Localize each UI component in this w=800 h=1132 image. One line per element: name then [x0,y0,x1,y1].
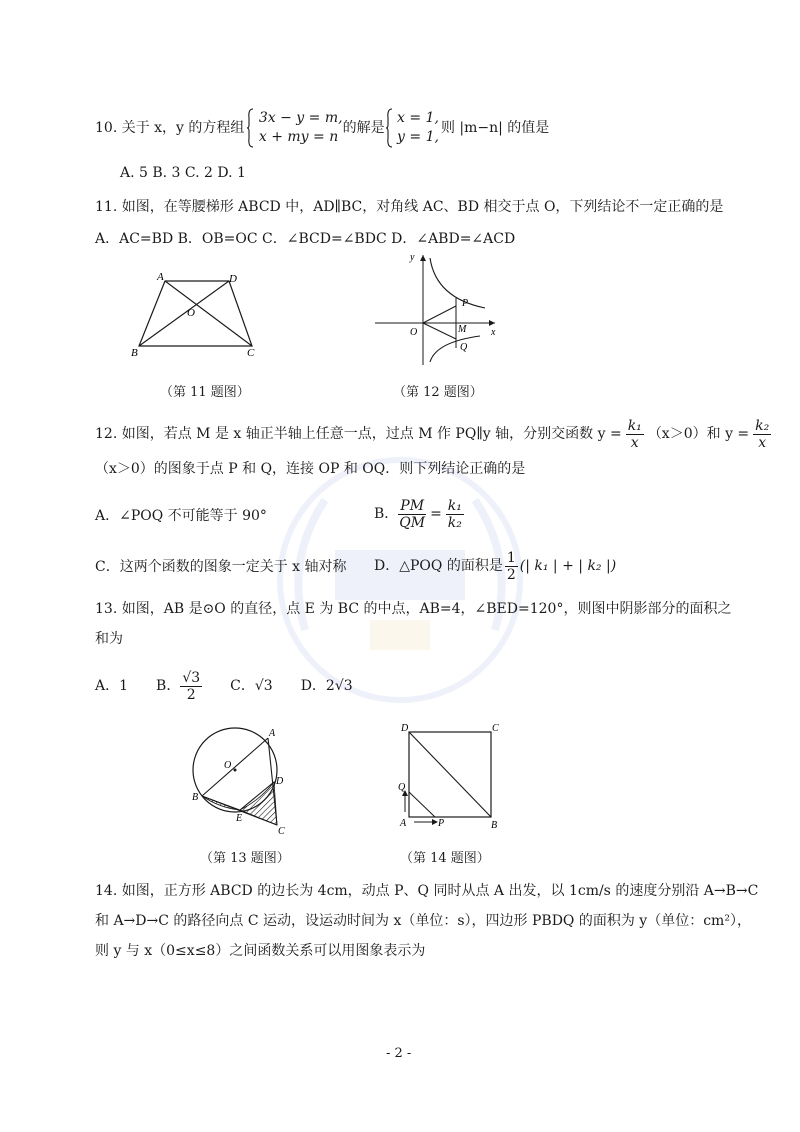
q13-opt-a: A．1 [95,678,129,694]
q10-eq1: 3x − y = m, [258,110,343,126]
q10-suffix: 则 |m−n| 的值是 [440,120,550,136]
q12-option-c: C．这两个函数的图象一定关于 x 轴对称 [95,559,347,575]
q12-opt-b-frac2 [446,498,464,531]
label-M: M [458,324,467,335]
label-B: B [131,347,138,359]
figure-11-trapezoid [125,268,275,363]
label-D: D [401,723,409,734]
q10-solution [385,108,439,148]
q10-options: A. 5 B. 3 C. 2 D. 1 [120,165,246,181]
q12-k1: k₁ [627,417,642,434]
q13-opt-b-prefix: B． [156,678,181,694]
q12-opt-b-prefix: B． [374,506,399,522]
q13-two: 2 [186,686,196,703]
q14-stem-3: 则 y 与 x（0≤x≤8）之间函数关系可以用图象表示为 [95,943,426,959]
figure-13-circle [180,720,300,840]
q13-opt-c: C．√3 [230,678,273,694]
label-O: O [224,760,232,771]
q12-stem-text: 12. 如图，若点 M 是 x 轴正半轴上任意一点，过点 M 作 PQ∥y 轴，分别交函数 y = [95,426,622,442]
q12-opt-b-frac1 [398,498,426,531]
q11-options: A．AC=BD B．OB=OC C．∠BCD=∠BDC D．∠ABD=∠ACD [95,231,516,247]
label-B: B [192,792,199,803]
q10-eq2: x + my = n [258,129,339,145]
label-C: C [278,826,285,837]
label-C: C [247,347,255,359]
label-D: D [276,776,284,787]
q13-stem: 13. 如图，AB 是⊙O 的直径，点 E 为 BC 的中点，AB=4，∠BED=120°，则图中阴影部分的面积之 [95,601,732,617]
q10-mid: 的解是 [342,120,385,136]
label-E: E [236,813,243,824]
figure-14-square [395,720,510,832]
label-C: C [492,723,499,734]
q13-stem-2: 和为 [95,631,123,647]
q12-opt-d-frac [505,550,518,583]
q12-option-b [374,494,464,534]
page-number: - 2 - [386,1046,412,1061]
label-O: O [410,327,418,338]
label-A: A [400,818,407,829]
q12-x-den: x [630,434,639,451]
figure-12-hyperbolas [370,250,505,370]
q10-prefix: 10. 关于 x，y 的方程组 [95,120,245,136]
label-Q: Q [398,782,406,793]
q12-pm: PM [400,497,425,514]
q12-k2b: k₂ [447,514,462,531]
q10-stem [95,108,549,148]
q12-k1b: k₁ [447,497,462,514]
fig12-caption: （第 12 题图） [393,385,483,400]
q10-sol1: x = 1, [397,110,439,126]
q12-x-den2: x [758,434,767,451]
left-brace-icon [385,108,393,148]
q12-frac-k2 [753,418,771,451]
q10-system [246,108,342,148]
q12-one: 1 [506,549,516,566]
label-A: A [157,271,164,283]
q12-stem-a [95,416,771,452]
fig13-caption: （第 13 题图） [200,851,290,866]
q12-qm: QM [399,514,426,531]
q11-stem: 11. 如图，在等腰梯形 ABCD 中，AD∥BC，对角线 AC、BD 相交于点 O，下列结论不一定正确的是 [95,199,724,215]
q12-k2: k₂ [755,417,770,434]
q12-eq: = [430,506,442,522]
label-D: D [229,273,237,285]
label-P: P [462,298,469,309]
label-x: x [491,327,496,338]
q12-stem-b: （x＞0）的图象于点 P 和 Q，连接 OP 和 OQ．则下列结论正确的是 [95,461,526,477]
fig11-caption: （第 11 题图） [160,385,250,400]
q12-opt-d-suffix: (| k₁ | + | k₂ |) [519,558,617,574]
q13-sqrt3: √3 [182,669,201,686]
q12-opt-d-prefix: D．△POQ 的面积是 [374,558,503,574]
left-brace-icon [246,108,254,148]
q13-opt-d: D．2√3 [300,678,353,694]
label-P: P [438,818,445,829]
fig14-caption: （第 14 题图） [400,851,490,866]
label-B: B [491,820,498,831]
q12-frac-k1 [626,418,644,451]
label-Q: Q [460,342,468,353]
q12-option-d [374,546,616,586]
q14-stem-1: 14. 如图，正方形 ABCD 的边长为 4cm，动点 P、Q 同时从点 A 出发，以 1cm/s 的速度分别沿 A→B→C [95,883,759,899]
q13-options [95,664,353,708]
q12-option-a: A．∠POQ 不可能等于 90° [95,508,267,524]
label-O: O [187,307,195,319]
q12-mid: （x＞0）和 y = [647,426,750,442]
q14-stem-2: 和 A→D→C 的路径向点 C 运动，设运动时间为 x（单位：s），四边形 PBDQ 的面积为 y（单位：cm²）， [95,913,751,929]
q12-two: 2 [506,566,516,583]
q13-opt-b-frac [180,670,202,703]
label-A: A [269,728,276,739]
label-y: y [410,252,415,263]
q10-sol2: y = 1, [397,129,439,145]
